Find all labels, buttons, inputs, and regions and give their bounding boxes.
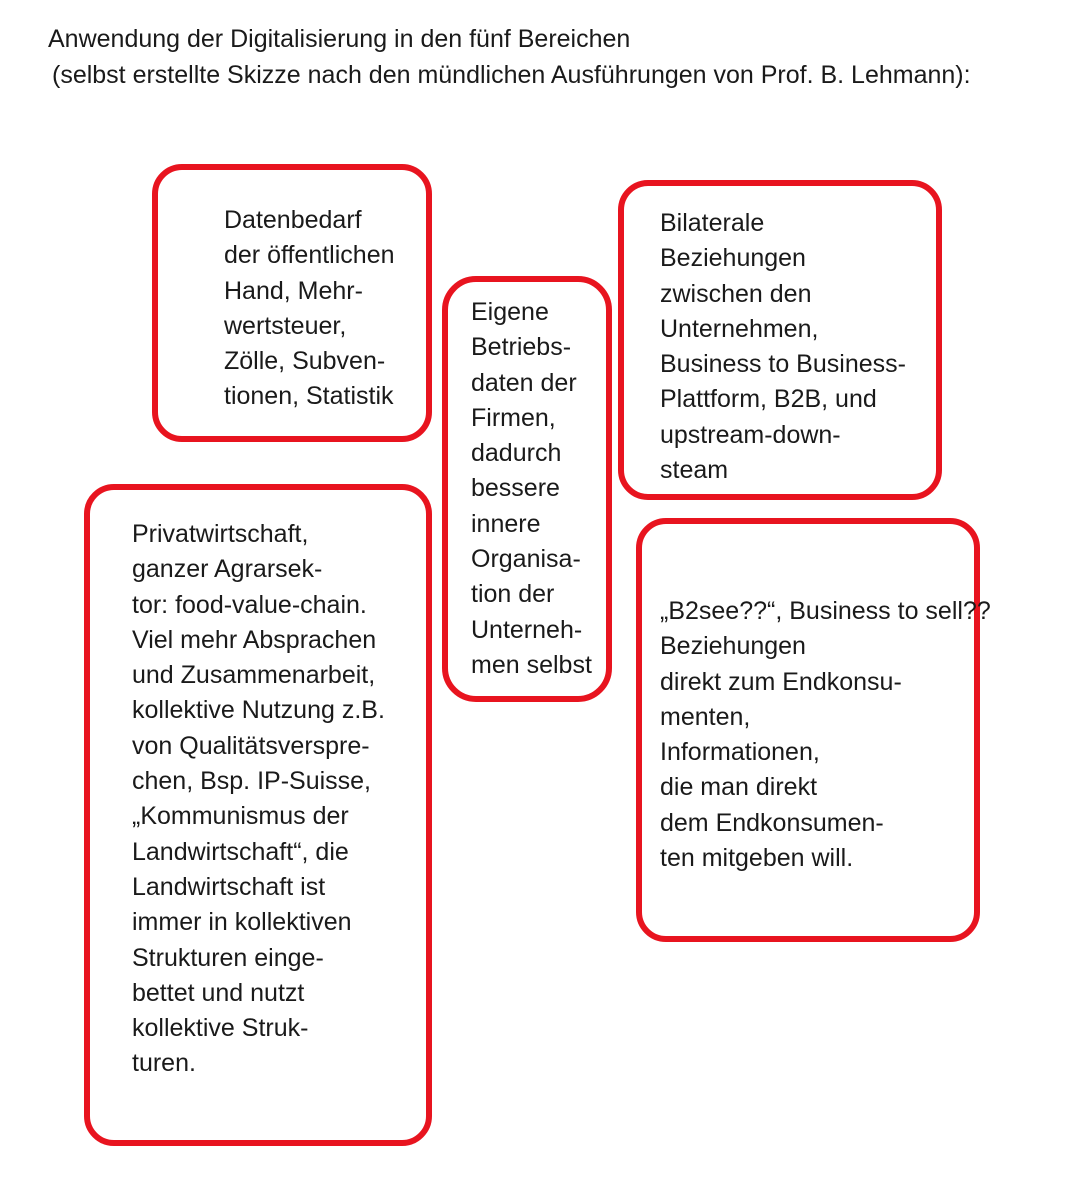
text-line: Hand, Mehr-	[224, 276, 363, 305]
text-line: chen, Bsp. IP-Suisse,	[132, 767, 372, 796]
diagram-title: Anwendung der Digitalisierung in den fünf Bereichen	[48, 25, 631, 53]
text-line: tion der	[471, 580, 555, 609]
text-line: turen.	[132, 1049, 196, 1078]
text-line: tionen, Statistik	[224, 382, 394, 411]
text-line: Eigene	[471, 298, 549, 326]
text-line: und Zusammenarbeit,	[132, 661, 376, 690]
text-line: Business to Business-	[660, 350, 906, 379]
text-line: Plattform, B2B, und	[660, 385, 877, 414]
text-line: Betriebs-	[471, 333, 572, 362]
text-line: Landwirtschaft ist	[132, 872, 326, 901]
text-line: „Kommunismus der	[132, 802, 349, 831]
text-line: Zölle, Subven-	[224, 347, 386, 376]
text-line: menten,	[660, 702, 751, 731]
text-line: upstream-down-	[660, 420, 841, 449]
box-private-sector-text	[132, 517, 385, 1082]
text-line: kollektive Struk-	[132, 1014, 309, 1043]
text-line: direkt zum Endkonsu-	[660, 667, 902, 696]
text-line: Beziehungen	[660, 632, 806, 661]
text-line: ten mitgeben will.	[660, 844, 854, 873]
text-line: Privatwirtschaft,	[132, 520, 309, 548]
text-line: die man direkt	[660, 773, 818, 802]
text-line: Datenbedarf	[224, 206, 362, 234]
text-line: daten der	[471, 368, 577, 397]
text-line: dem Endkonsumen-	[660, 808, 884, 837]
text-line: bessere	[471, 474, 560, 503]
text-line: Bilaterale	[660, 209, 765, 237]
text-line: steam	[660, 456, 729, 485]
text-line: Organisa-	[471, 545, 581, 574]
text-line: „B2see??“, Business to sell??	[660, 597, 991, 625]
text-line: dadurch	[471, 439, 562, 468]
text-line: Beziehungen	[660, 244, 806, 273]
text-line: tor: food-value-chain.	[132, 590, 367, 619]
text-line: immer in kollektiven	[132, 908, 352, 937]
text-line: zwischen den	[660, 279, 812, 308]
diagram-subtitle: (selbst erstellte Skizze nach den mündlichen Ausführungen von Prof. B. Lehmann):	[52, 61, 971, 89]
text-line: men selbst	[471, 650, 592, 679]
text-line: bettet und nutzt	[132, 978, 305, 1007]
box-company-data-text	[471, 295, 592, 683]
text-line: von Qualitätsverspre-	[132, 731, 370, 760]
text-line: wertsteuer,	[224, 311, 347, 340]
text-line: Strukturen einge-	[132, 943, 324, 972]
text-line: der öffentlichen	[224, 241, 395, 270]
box-public-sector-text	[224, 203, 395, 415]
box-b2c-text	[660, 594, 991, 876]
text-line: Unterneh-	[471, 615, 583, 644]
text-line: Informationen,	[660, 738, 820, 767]
text-line: Unternehmen,	[660, 314, 819, 343]
text-line: innere	[471, 509, 541, 538]
text-line: Landwirtschaft“, die	[132, 837, 349, 866]
text-line: ganzer Agrarsek-	[132, 555, 323, 584]
box-b2b-text	[660, 206, 906, 488]
text-line: kollektive Nutzung z.B.	[132, 696, 385, 725]
text-line: Viel mehr Absprachen	[132, 625, 377, 654]
text-line: Firmen,	[471, 403, 556, 432]
